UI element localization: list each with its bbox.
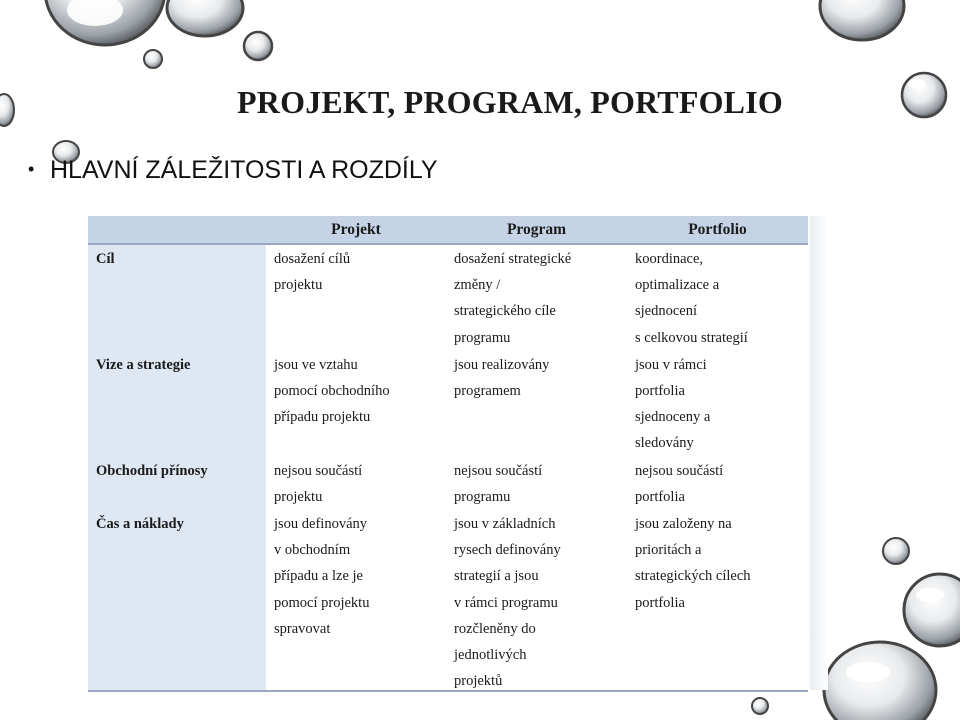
- cell-program: dosažení strategické změny / strategického cíle programu: [454, 251, 572, 346]
- table-row: [88, 510, 808, 692]
- row-label-cas: Čas a náklady: [88, 510, 266, 692]
- bullet-text: HLAVNÍ ZÁLEŽITOSTI A ROZDÍLY: [50, 156, 438, 184]
- cell-program: jsou v základních rysech definovány strategií a jsou v rámci programu rozčleněny do jednotlivých projektů: [454, 516, 561, 690]
- drop-small-left: [144, 50, 162, 68]
- header-portfolio: Portfolio: [627, 217, 808, 245]
- table-edge-sheen: [810, 216, 828, 690]
- table-row: [88, 351, 808, 457]
- header-empty: [88, 217, 266, 245]
- cell-projekt: jsou ve vztahu pomocí obchodního případu projektu: [274, 356, 390, 426]
- cell-portfolio: koordinace, optimalizace a sjednocení s celkovou strategií: [635, 251, 748, 346]
- drop-top-center: [167, 0, 272, 60]
- cell-portfolio: nejsou součástí portfolia: [635, 462, 724, 505]
- bullet-dot-icon: •: [28, 159, 35, 179]
- row-label-cil: Cíl: [88, 244, 266, 351]
- bullet-item: [28, 156, 438, 185]
- drop-top-left: [45, 0, 165, 45]
- table-row: [88, 244, 808, 351]
- cell-portfolio: jsou založeny na prioritách a strategických cílech portfolia: [635, 516, 751, 611]
- row-label-prinosy: Obchodní přínosy: [88, 457, 266, 510]
- table-header-row: [88, 217, 808, 245]
- slide-title: PROJEKT, PROGRAM, PORTFOLIO: [237, 84, 783, 120]
- table-row: [88, 457, 808, 510]
- comparison-table: [88, 216, 808, 692]
- row-label-vize: Vize a strategie: [88, 351, 266, 457]
- header-projekt: Projekt: [266, 217, 446, 245]
- cell-projekt: jsou definovány v obchodním případu a lze je pomocí projektu spravovat: [274, 516, 370, 637]
- cell-projekt: nejsou součástí projektu: [274, 462, 363, 505]
- cell-program: jsou realizovány programem: [454, 356, 550, 400]
- cell-program: nejsou součástí programu: [454, 462, 543, 505]
- header-program: Program: [446, 217, 627, 245]
- cell-projekt: dosažení cílů projektu: [274, 251, 351, 294]
- cell-portfolio: jsou v rámci portfolia sjednoceny a sledovány: [635, 356, 711, 452]
